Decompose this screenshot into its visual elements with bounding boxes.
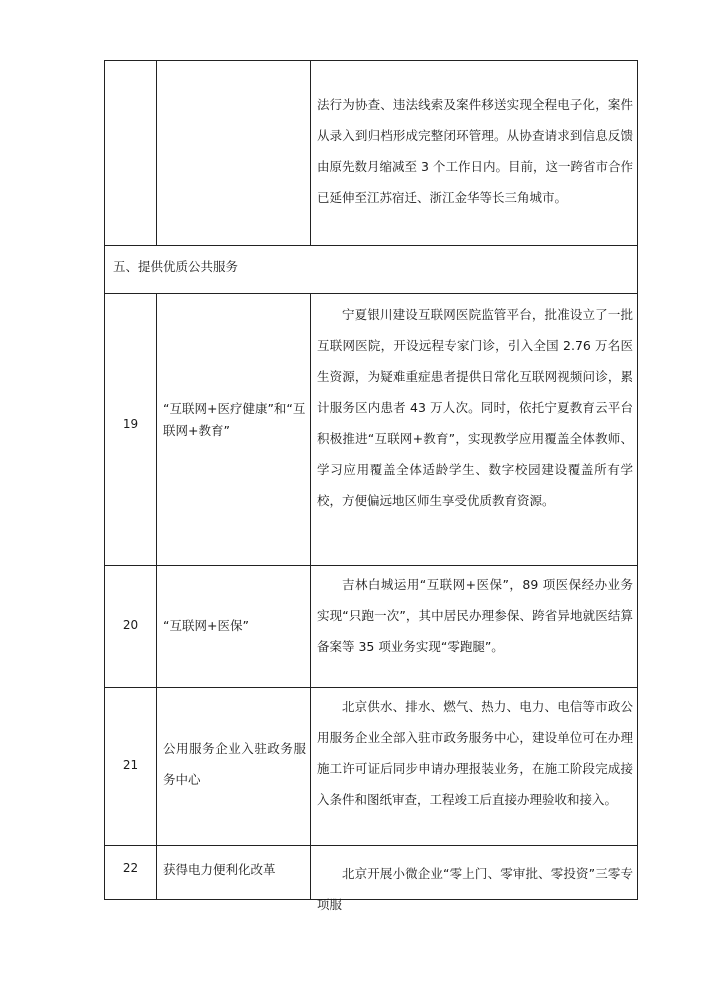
table-row: [104, 846, 638, 912]
row-number: 20: [122, 618, 139, 632]
description-text: 北京开展小微企业“零上门、零审批、零投资”三零专项服: [317, 866, 633, 912]
item-cell: [157, 294, 311, 565]
description-cell: [311, 61, 637, 245]
row-number: 19: [122, 417, 139, 431]
row-number: 21: [122, 758, 139, 772]
table-row: [104, 60, 638, 246]
item-cell: [157, 846, 311, 899]
item-name: 获得电力便利化改革: [163, 862, 276, 877]
number-cell: [105, 846, 157, 899]
item-name: “互联网+医保”: [163, 618, 249, 633]
section-title: 五、提供优质公共服务: [113, 259, 239, 274]
description-text: 法行为协查、违法线索及案件移送实现全程电子化，案件从录入到归档形成完整闭环管理。从协查请求到信息反馈由原先数月缩减至 3 个工作日内。目前，这一跨省市合作已延伸至江苏宿迁、浙江金华等长三角城市。: [317, 97, 633, 205]
description-text: 北京供水、排水、燃气、热力、电力、电信等市政公用服务企业全部入驻市政务服务中心，建设单位可在办理施工许可证后同步申请办理报装业务，在施工阶段完成接入条件和图纸审查，工程竣工后直接办理验收和接入。: [317, 699, 633, 807]
item-cell: [157, 566, 311, 687]
number-cell: [105, 688, 157, 845]
description-cell: [311, 688, 637, 845]
description-cell: [311, 294, 637, 565]
row-number: 22: [122, 861, 139, 875]
description-text: 吉林白城运用“互联网+医保”，89 项医保经办业务实现“只跑一次”，其中居民办理参保、跨省异地就医结算备案等 35 项业务实现“零跑腿”。: [317, 577, 633, 654]
number-cell: [105, 566, 157, 687]
number-cell: [105, 294, 157, 565]
table-row: [104, 294, 638, 566]
item-name: “互联网+医疗健康”和“互联网+教育”: [163, 401, 306, 438]
item-cell: [157, 688, 311, 845]
description-cell: [311, 846, 637, 912]
item-cell: [157, 61, 311, 245]
table-row: [104, 566, 638, 688]
table-row: [104, 688, 638, 846]
description-text: 宁夏银川建设互联网医院监管平台，批准设立了一批互联网医院，开设远程专家门诊，引入全国 2.76 万名医生资源，为疑难重症患者提供日常化互联网视频问诊，累计服务区内患者 43 万人次。同时，依托宁夏教育云平台积极推进“互联网+教育”，实现教学应用覆盖全体教师、学习应用覆盖全体适龄学生、数字校园建设覆盖所有学校，方便偏远地区师生享受优质教育资源。: [317, 307, 633, 508]
number-cell: [105, 61, 157, 245]
section-row: [104, 246, 638, 294]
item-name: 公用服务企业入驻政务服务中心: [163, 741, 306, 787]
description-cell: [311, 566, 637, 687]
